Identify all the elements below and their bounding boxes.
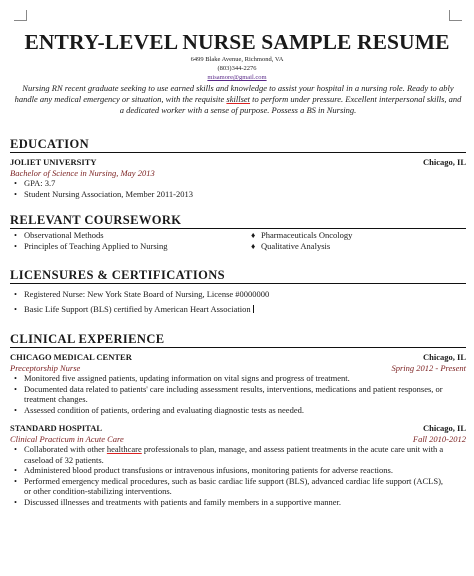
list-item-text: Pharmaceuticals Oncology	[261, 230, 353, 240]
list-item-text: Registered Nurse: New York State Board of Nursing, License #0000000	[24, 289, 270, 299]
job-bullets	[10, 373, 466, 415]
bullet-icon: •	[14, 188, 17, 199]
summary-text-2: to perform under pressure. Excellent interpersonal skills, and a dedicated worker with a sense of purpose. Possess a BS in Nursing.	[119, 94, 462, 115]
job-role: Preceptorship Nurse	[10, 362, 81, 373]
job-dates: Fall 2010-2012	[412, 433, 466, 444]
degree-text: Bachelor of Science in Nursing, May 2013	[10, 167, 155, 178]
education-section	[10, 137, 466, 199]
list-item	[10, 384, 466, 405]
school-location: Chicago, IL	[423, 157, 466, 167]
coursework-heading: RELEVANT COURSEWORK	[10, 213, 182, 227]
list-item	[10, 444, 466, 465]
summary-paragraph	[12, 83, 464, 116]
list-item	[10, 476, 466, 497]
bullet-icon: •	[14, 475, 17, 486]
bullet-icon: •	[14, 404, 17, 415]
list-item-text: Observational Methods	[24, 230, 104, 240]
job-org: STANDARD HOSPITAL	[10, 423, 103, 433]
list-item-text: Principles of Teaching Applied to Nursing	[24, 240, 168, 251]
clinical-heading: CLINICAL EXPERIENCE	[10, 332, 165, 346]
list-item	[247, 241, 466, 252]
list-item-text: professionals to plan, manage, and assess patient treatments in the acute care unit with a caseload of 32 patients.	[24, 444, 444, 465]
education-row	[10, 157, 466, 168]
job-role-row	[10, 434, 466, 445]
job-role: Clinical Practicum in Acute Care	[10, 433, 124, 444]
licensures-section	[10, 268, 466, 314]
bullet-icon: •	[14, 178, 17, 188]
clinical-section	[10, 332, 466, 507]
education-heading: EDUCATION	[10, 137, 90, 151]
coursework-section	[10, 213, 466, 251]
resume-title: ENTRY-LEVEL NURSE SAMPLE RESUME	[24, 30, 450, 54]
bullet-icon: •	[14, 303, 17, 314]
contact-phone: (803)344-2276	[217, 65, 257, 72]
bullet-icon: ♦	[251, 240, 256, 251]
school-name: JOLIET UNIVERSITY	[10, 157, 97, 167]
section-divider	[10, 228, 466, 229]
section-divider	[10, 283, 466, 284]
list-item	[247, 230, 466, 241]
bullet-icon: •	[14, 496, 17, 507]
list-item-text: Student Nursing Association, Member 2011-2013	[24, 188, 193, 199]
job-bullets	[10, 444, 466, 507]
text-cursor	[253, 305, 254, 313]
list-item-text: Assessed condition of patients, ordering and evaluating diagnostic tests as needed.	[24, 404, 304, 415]
list-item	[10, 497, 466, 508]
summary-text-1: Nursing RN recent graduate seeking to use earned skills and knowledge to assist your hospital in a nursing role. Ready to ably handle any medical emergency or situation, with the requisite	[14, 83, 454, 104]
job-role-row	[10, 363, 466, 374]
bullet-icon: •	[14, 289, 17, 299]
list-item	[10, 289, 466, 300]
degree-line	[10, 168, 466, 179]
bullet-icon: •	[14, 240, 17, 251]
bullet-icon: •	[14, 230, 17, 240]
list-item-text: Monitored five assigned patients, updating information on vital signs and progress of treatment.	[24, 373, 350, 383]
section-divider	[10, 152, 466, 153]
page-corner-mark-right	[449, 10, 462, 21]
list-item	[10, 304, 466, 315]
list-item-text: Performed emergency medical procedures, such as basic cardiac life support (BLS), advanced cardiac life support (ACLS), or other condition-stabilizing interventions.	[24, 475, 444, 496]
list-item-text: Documented data related to patients' care including assessment results, interventions, medications and patient responses, or treatment changes.	[24, 383, 443, 404]
list-item	[10, 230, 229, 241]
section-divider	[10, 347, 466, 348]
education-list	[10, 178, 466, 199]
list-item	[10, 178, 466, 189]
list-item	[10, 189, 466, 200]
contact-email-link[interactable]: misamore@gmail.com	[207, 74, 267, 81]
spellcheck-word: healthcare	[106, 444, 142, 454]
list-item-text: Administered blood product transfusions or intravenous infusions, monitoring patients for adverse reactions.	[24, 465, 393, 475]
job-dates: Spring 2012 - Present	[391, 362, 466, 373]
job-location: Chicago, IL	[423, 352, 466, 362]
licensures-heading: LICENSURES & CERTIFICATIONS	[10, 268, 226, 282]
list-item-text: Basic Life Support (BLS) certified by American Heart Association	[24, 303, 251, 314]
job-header	[10, 352, 466, 363]
job-location: Chicago, IL	[423, 423, 466, 433]
list-item-text: Qualitative Analysis	[261, 240, 331, 251]
list-item	[10, 241, 229, 252]
bullet-icon: •	[14, 383, 17, 394]
bullet-icon: •	[14, 465, 17, 475]
list-item-text: Discussed illnesses and treatments with patients and family members in a supportive manner.	[24, 496, 342, 507]
list-item-text: GPA: 3.7	[24, 178, 56, 188]
list-item	[10, 373, 466, 384]
coursework-right-list	[229, 230, 466, 251]
coursework-grid	[10, 230, 466, 251]
bullet-icon: •	[14, 373, 17, 383]
list-item	[10, 465, 466, 476]
job-header	[10, 423, 466, 434]
page-corner-mark-left	[14, 10, 27, 21]
licensures-list	[10, 289, 466, 314]
spellcheck-word: skillset	[226, 94, 251, 104]
coursework-left-list	[10, 230, 229, 251]
bullet-icon: •	[14, 444, 17, 454]
bullet-icon: ♦	[251, 230, 256, 240]
contact-address: 6499 Blake Avenue, Richmond, VA	[190, 56, 284, 63]
list-item-text: Collaborated with other	[24, 444, 107, 454]
job-org: CHICAGO MEDICAL CENTER	[10, 352, 132, 362]
list-item	[10, 405, 466, 416]
